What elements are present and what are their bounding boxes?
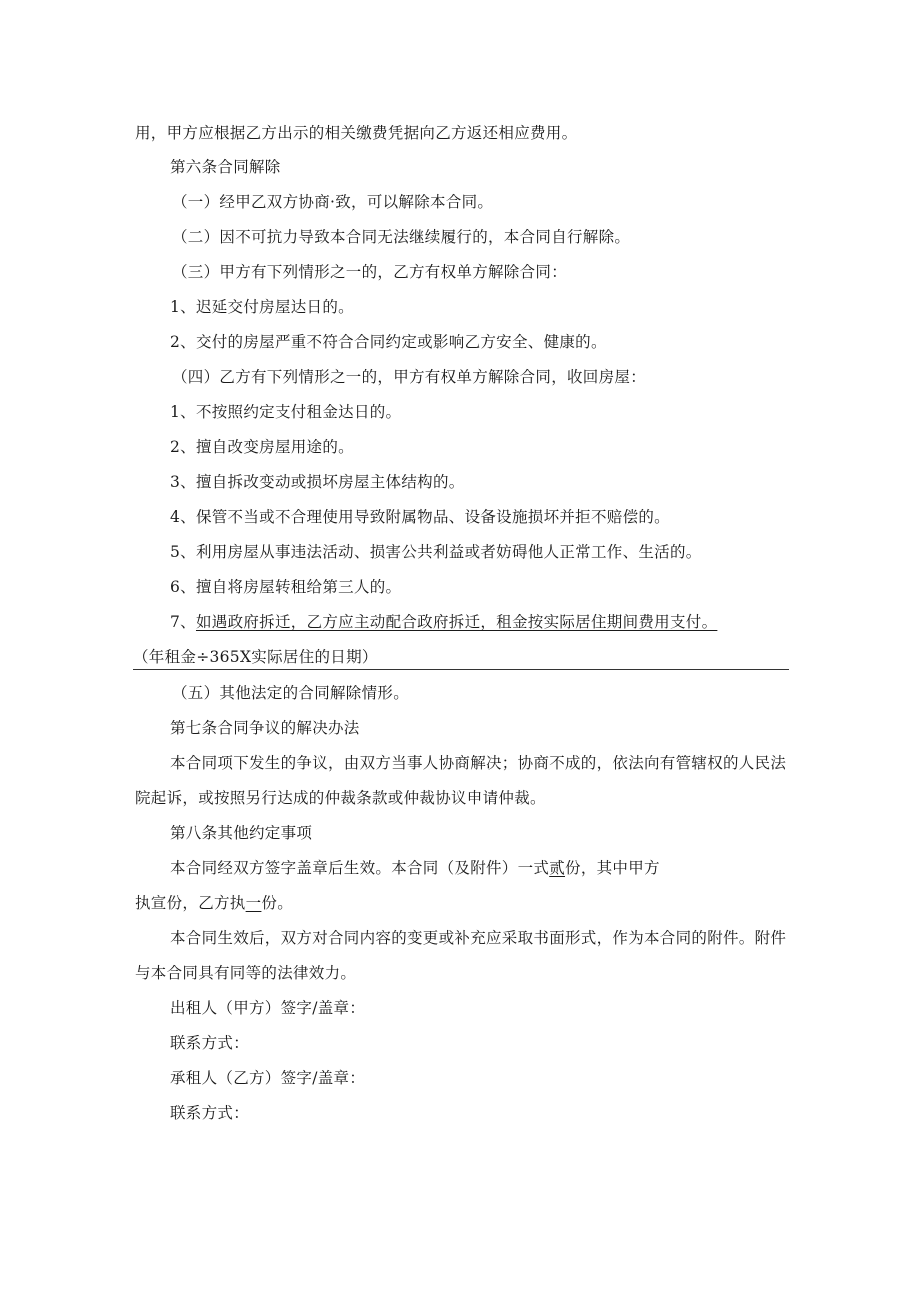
article-7-paragraph-line-2: 院起诉，或按照另行达成的仲裁条款或仲裁协议申请仲裁。 (135, 789, 546, 807)
item-number: 7、 (170, 613, 196, 631)
clause-6-1: （一）经甲乙双方协商·致，可以解除本合同。 (172, 193, 494, 211)
clause-6-3: （三）甲方有下列情形之一的，乙方有权单方解除合同： (172, 263, 568, 281)
copies-total-number: 贰 (549, 859, 566, 877)
clause-6-4: （四）乙方有下列情形之一的，甲方有权单方解除合同，收回房屋： (172, 368, 647, 386)
clause-6-4-item-7 (170, 612, 717, 632)
horizontal-rule (133, 669, 789, 670)
clause-6-4-item-3: 3、擅自拆改变动或损坏房屋主体结构的。 (170, 473, 465, 491)
copies-text-end: 份，其中甲方 (565, 859, 660, 877)
copies-clause-line-2 (135, 893, 293, 913)
copies-party-b-number: 一 (245, 894, 262, 912)
copies-party-b-suffix: 份。 (261, 894, 294, 912)
underlined-demolition-clause: 如遇政府拆迁，乙方应主动配合政府拆迁，租金按实际居住期间费用支付。 (195, 613, 718, 631)
text-line-refund: 用，甲方应根据乙方出示的相关缴费凭据向乙方返还相应费用。 (135, 124, 578, 142)
clause-6-3-item-2: 2、交付的房屋严重不符合合同约定或影响乙方安全、健康的。 (170, 333, 607, 351)
copies-text-start: 本合同经双方签字盖章后生效。本合同（及附件）一式 (170, 859, 550, 877)
copies-party-a-text: 执宣份，乙方执 (135, 894, 246, 912)
copies-clause-line-1 (170, 858, 660, 878)
lessor-signature-label: 出租人（甲方）签字/盖章： (170, 999, 366, 1017)
lessee-signature-label: 承租人（乙方）签字/盖章： (170, 1069, 366, 1087)
article-7-heading: 第七条合同争议的解决办法 (170, 719, 360, 737)
clause-6-4-item-4: 4、保管不当或不合理使用导致附属物品、设备设施损坏并拒不赔偿的。 (170, 508, 670, 526)
clause-6-4-item-1: 1、不按照约定支付租金达日的。 (170, 403, 402, 421)
clause-6-2: （二）因不可抗力导致本合同无法继续履行的，本合同自行解除。 (172, 228, 631, 246)
amendment-paragraph-line-2: 与本合同具有同等的法律效力。 (135, 964, 357, 982)
clause-6-4-item-2: 2、擅自改变房屋用途的。 (170, 438, 354, 456)
rent-formula-note: （年租金÷365X实际居住的日期） (133, 648, 378, 666)
article-8-heading: 第八条其他约定事项 (170, 824, 313, 842)
lessor-contact-label: 联系方式： (170, 1034, 250, 1052)
clause-6-5: （五）其他法定的合同解除情形。 (172, 684, 410, 702)
article-7-paragraph-line-1: 本合同项下发生的争议，由双方当事人协商解决；协商不成的，依法向有管辖权的人民法 (170, 754, 787, 772)
amendment-paragraph-line-1: 本合同生效后，双方对合同内容的变更或补充应采取书面形式，作为本合同的附件。附件 (170, 929, 787, 947)
clause-6-4-item-5: 5、利用房屋从事违法活动、损害公共利益或者妨碍他人正常工作、生活的。 (170, 543, 702, 561)
clause-6-4-item-6: 6、擅自将房屋转租给第三人的。 (170, 578, 402, 596)
lessee-contact-label: 联系方式： (170, 1104, 250, 1122)
article-6-heading: 第六条合同解除 (170, 158, 281, 176)
clause-6-3-item-1: 1、迟延交付房屋达日的。 (170, 298, 354, 316)
